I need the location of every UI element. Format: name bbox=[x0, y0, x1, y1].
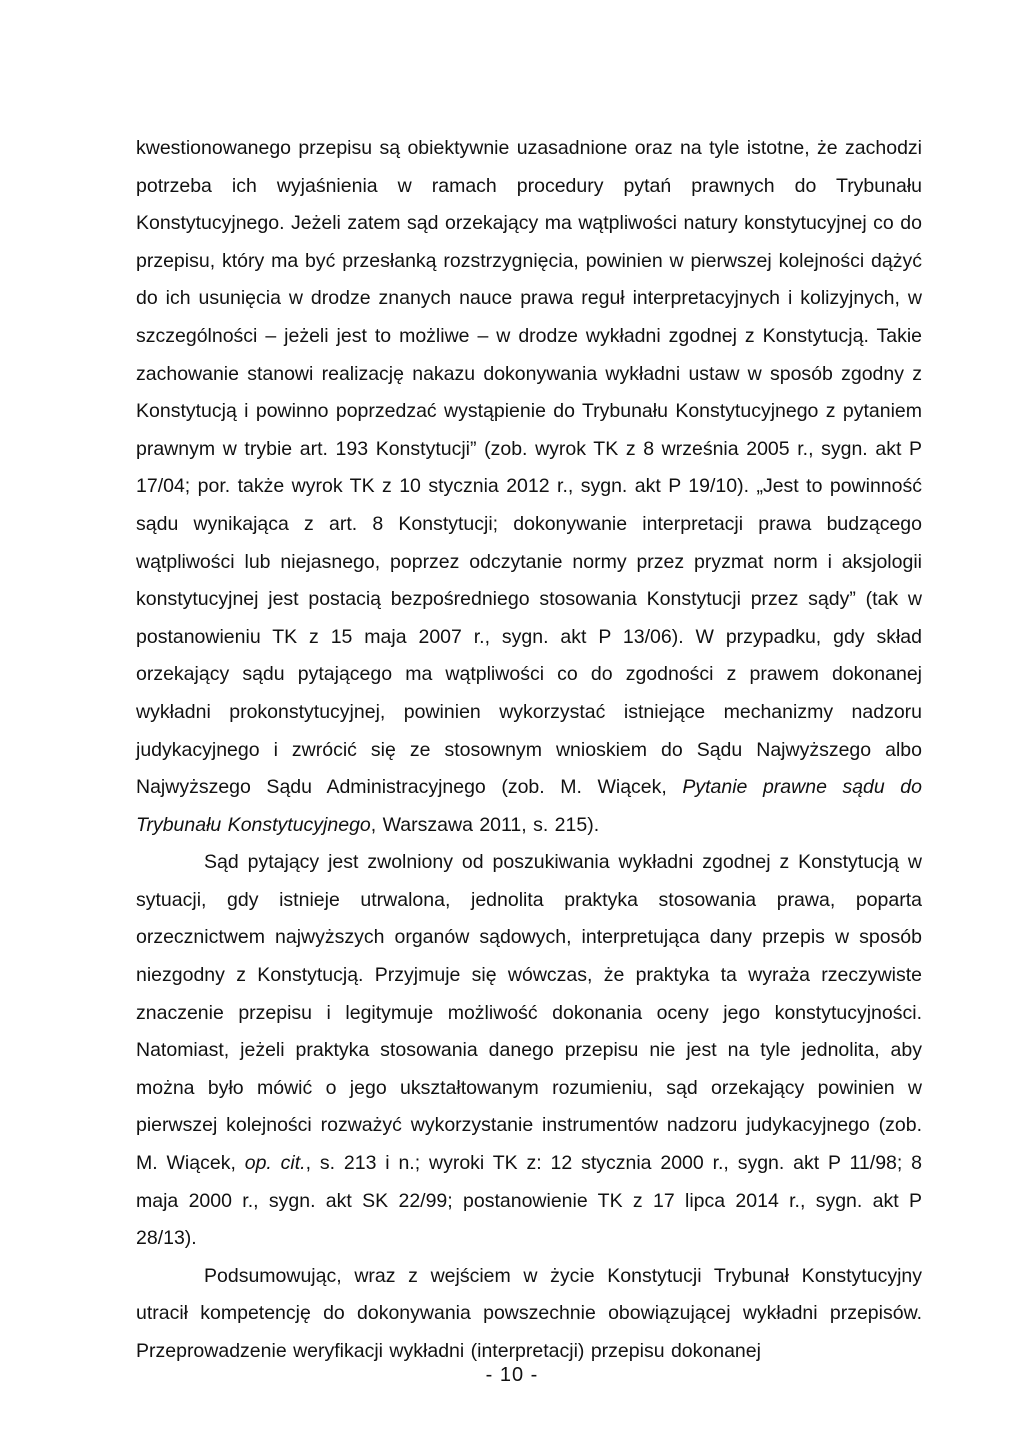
page-number: - 10 - bbox=[485, 1364, 539, 1386]
citation-title: Pytanie prawne sądu do Trybunału Konstytucyjnego bbox=[136, 776, 922, 836]
op-cit: op. cit. bbox=[244, 1152, 306, 1175]
paragraph-2-text-a: Sąd pytający jest zwolniony od poszukiwania wykładni zgodnej z Konstytucją w sytuacji, gdy istnieje utrwalona, jednolita praktyka stosowania prawa, poparta orzecznictwem najwyższych organów sądowych, interpretująca dany przepis w sposób niezgodny z Konstytucją. Przyjmuje się wówczas, że praktyka ta wyraża rzeczywiste znaczenie przepisu i legitymuje możliwość dokonania oceny jego konstytucyjności. Natomiast, jeżeli praktyka stosowania danego przepisu nie jest na tyle jednolita, aby można było mówić o jego ukształtowanym rozumieniu, sąd orzekający powinien w pierwszej kolejności rozważyć wykorzystanie instrumentów nadzoru judykacyjnego (zob. M. Wiącek, bbox=[136, 851, 922, 1175]
paragraph-3 bbox=[136, 1258, 922, 1371]
document-page bbox=[136, 130, 922, 1371]
paragraph-1-text-a: kwestionowanego przepisu są obiektywnie uzasadnione oraz na tyle istotne, że zachodzi potrzeba ich wyjaśnienia w ramach procedury pytań prawnych do Trybunału Konstytucyjnego. Jeżeli zatem sąd orzekający ma wątpliwości natury konstytucyjnej co do przepisu, który ma być przesłanką rozstrzygnięcia, powinien w pierwszej kolejności dążyć do ich usunięcia w drodze znanych nauce prawa reguł interpretacyjnych i kolizyjnych, w szczególności – jeżeli jest to możliwe – w drodze wykładni zgodnej z Konstytucją. Takie zachowanie stanowi realizację nakazu dokonywania wykładni ustaw w sposób zgodny z Konstytucją i powinno poprzedzać wystąpienie do Trybunału Konstytucyjnego z pytaniem prawnym w trybie art. 193 Konstytucji” (zob. wyrok TK z 8 września 2005 r., sygn. akt P 17/04; por. także wyrok TK z 10 stycznia 2012 r., sygn. akt P 19/10). „Jest to powinność sądu wynikająca z art. 8 Konstytucji; dokonywanie interpretacji prawa budzącego wątpliwości lub niejasnego, poprzez odczytanie normy przez pryzmat norm i aksjologii konstytucyjnej jest postacią bezpośredniego stosowania Konstytucji przez sądy” (tak w postanowieniu TK z 15 maja 2007 r., sygn. akt P 13/06). W przypadku, gdy skład orzekający sądu pytającego ma wątpliwości co do zgodności z prawem dokonanej wykładni prokonstytucyjnej, powinien wykorzystać istniejące mechanizmy nadzoru judykacyjnego i zwrócić się ze stosownym wnioskiem do Sądu Najwyższego albo Najwyższego Sądu Administracyjnego (zob. M. Wiącek, bbox=[136, 137, 922, 799]
paragraph-1-text-b: , Warszawa 2011, s. 215). bbox=[370, 813, 600, 836]
paragraph-1 bbox=[136, 130, 922, 844]
paragraph-2-text-b: , s. 213 i n.; wyroki TK z: 12 stycznia 2000 r., sygn. akt P 11/98; 8 maja 2000 r., sygn. akt SK 22/99; postanowienie TK z 17 lipca 2014 r., sygn. akt P 28/13). bbox=[136, 1152, 922, 1250]
paragraph-2 bbox=[136, 844, 922, 1258]
paragraph-3-text: Podsumowując, wraz z wejściem w życie Konstytucji Trybunał Konstytucyjny utracił kompetencję do dokonywania powszechnie obowiązującej wykładni przepisów. Przeprowadzenie weryfikacji wykładni (interpretacji) przepisu dokonanej bbox=[136, 1264, 922, 1362]
